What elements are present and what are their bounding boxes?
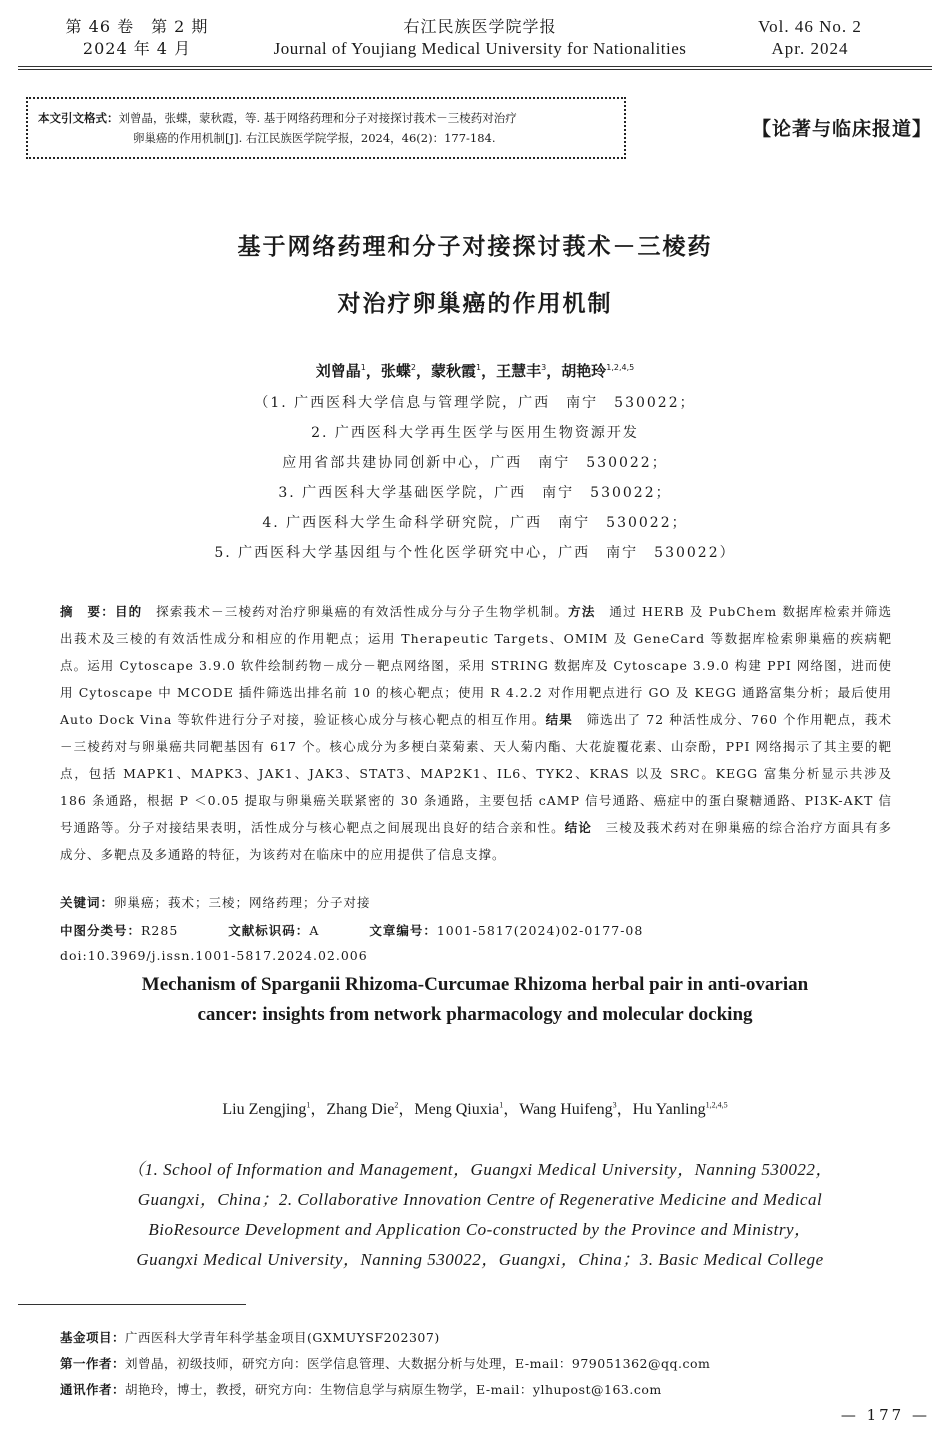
- title-cn-line-1: 基于网络药理和分子对接探讨莪术－三棱药: [237, 234, 713, 260]
- abstract-label: 摘 要：: [60, 604, 115, 619]
- keywords: [60, 893, 371, 911]
- clc-label: 中图分类号：: [60, 923, 142, 938]
- header-rule-bottom: [18, 69, 932, 70]
- affiliation-cn-line: 2. 广西医科大学再生医学与医用生物资源开发: [311, 425, 639, 441]
- affiliation-en-line: （1. School of Information and Management，Guangxi Medical University，Nanning 530022，: [127, 1160, 833, 1179]
- author-cn: 刘曾晶$^1$: [315, 362, 366, 380]
- abstract-result-label: 结果: [545, 712, 573, 727]
- citation-line-1: 刘曾晶，张蝶，蒙秋霞，等. 基于网络药理和分子对接探讨莪术－三棱药对治疗: [118, 111, 517, 125]
- title-cn-line-2: 对治疗卵巢癌的作用机制: [337, 291, 613, 317]
- abstract-conclusion-label: 结论: [564, 820, 593, 835]
- article-no-label: 文章编号：: [369, 923, 437, 938]
- abstract-result: 筛选出了 72 种活性成分、760 个作用靶点，莪术－三棱药对与卵巢癌共同靶基因有 617 个。核心成分为多梗白菜菊素、天人菊内酯、大花旋覆花素、山奈酚，PPI 网络揭示了其主要的靶点，包括 MAPK1、MAPK3、JAK1、JAK3、STAT3、MAP2K1、IL6、TYK2、KRAS 以及 SRC。KEGG 富集分析显示共涉及 186 条通路，根据 P ＜0.05 提取与卵巢癌关联紧密的 30 条通路，主要包括 cAMP 信号通路、癌症中的蛋白聚糖通路、PI3K-AKT 信号通路等。分子对接结果表明，活性成分与核心靶点之间展现出良好的结合亲和性。: [60, 712, 892, 835]
- affiliation-cn-line: 应用省部共建协同创新中心，广西 南宁 530022；: [282, 455, 668, 471]
- article-no-value: 1001-5817(2024)02-0177-08: [436, 923, 644, 938]
- abstract-method-label: 方法: [568, 604, 596, 619]
- affiliation-cn-line: 5. 广西医科大学基因组与个性化医学研究中心，广西 南宁 530022）: [214, 545, 736, 561]
- clc-value: R285: [141, 923, 179, 938]
- volume-issue-cn: 第 46 卷 第 2 期: [65, 17, 209, 36]
- first-author-label: 第一作者：: [60, 1356, 126, 1371]
- keywords-label: 关键词：: [60, 895, 115, 910]
- header-volume-en: [730, 16, 890, 60]
- footnote-first-author: [60, 1354, 710, 1372]
- author-en: Hu Yanling$^{1,2,4,5}$: [632, 1100, 728, 1118]
- date-cn: 2024 年 4 月: [82, 39, 192, 58]
- section-tag: 【论著与临床报道】: [751, 118, 932, 140]
- abstract-method: 通过 HERB 及 PubChem 数据库检索并筛选出莪术及三棱的有效活性成分和相应的作用靶点；运用 Therapeutic Targets、OMIM 及 GeneCard 等数据库检索卵巢癌的疾病靶点。运用 Cytoscape 3.9.0 软件绘制药物－成分－靶点网络图，采用 STRING 数据库及 Cytoscape 3.9.0 构建 PPI 网络图，进而使用 Cytoscape 中 MCODE 插件筛选出排名前 10 的核心靶点；使用 R 4.2.2 对作用靶点进行 GO 及 KEGG 通路富集分析；最后使用 Auto Dock Vina 等软件进行分子对接，验证核心成分与核心靶点的相互作用。: [60, 604, 892, 727]
- corresponding-author-text: 胡艳玲，博士，教授，研究方向：生物信息学与病原生物学，E-mail：ylhupost@163.com: [125, 1382, 662, 1397]
- header-rule-top: [18, 66, 932, 67]
- citation-text: [38, 108, 618, 148]
- classification: [60, 921, 643, 939]
- title-en-line-2: cancer: insights from network pharmacology and molecular docking: [197, 1004, 753, 1025]
- journal-name-cn: 右江民族医学院学报: [403, 17, 557, 36]
- page-number: — 177 —: [840, 1406, 930, 1424]
- affiliations-en: [80, 1155, 880, 1275]
- affiliation-cn-line: 3. 广西医科大学基础医学院，广西 南宁 530022；: [278, 485, 672, 501]
- author-cn: 蒙秋霞$^1$: [430, 362, 482, 380]
- doi: doi:10.3969/j.issn.1001-5817.2024.02.006: [60, 948, 368, 963]
- header-journal: [230, 16, 730, 60]
- corresponding-author-label: 通讯作者：: [60, 1382, 126, 1397]
- abstract-aim-label: 目的: [114, 604, 143, 619]
- author-cn: 张蝶$^2$: [380, 362, 416, 380]
- first-author-text: 刘曾晶，初级技师，研究方向：医学信息管理、大数据分析与处理，E-mail：979051362@qq.com: [125, 1356, 711, 1371]
- affiliation-cn-line: （1. 广西医科大学信息与管理学院，广西 南宁 530022；: [254, 395, 696, 411]
- fund-text: 广西医科大学青年科学基金项目(GXMUYSF202307): [125, 1330, 440, 1345]
- citation-line-2: 卵巢癌的作用机制[J]. 右江民族医学院学报，2024，46(2)：177-184.: [133, 131, 496, 145]
- author-cn: 王慧丰$^3$: [496, 362, 547, 380]
- abstract-conclusion: 三棱及莪术药对在卵巢癌的综合治疗方面具有多成分、多靶点及多通路的特征，为该药对在临床中的应用提供了信息支撑。: [60, 820, 892, 862]
- header-volume-cn: [62, 16, 212, 60]
- keywords-text: 卵巢癌；莪术；三棱；网络药理；分子对接: [114, 895, 371, 910]
- author-en: Meng Qiuxia$^1$: [414, 1100, 504, 1118]
- fund-label: 基金项目：: [60, 1330, 126, 1345]
- abstract-aim: 探索莪术－三棱药对治疗卵巢癌的有效活性成分与分子生物学机制。: [142, 604, 569, 619]
- affiliation-en-line: Guangxi，China；2. Collaborative Innovation Centre of Regenerative Medicine and Medical: [137, 1190, 823, 1209]
- authors-en: Liu Zengjing$^1$，Zhang Die$^2$，Meng Qiuxia$^1$，Wang Huifeng$^3$，Hu Yanling$^{1,2,4,5}$: [222, 1100, 728, 1118]
- authors-cn: 刘曾晶$^1$，张蝶$^2$，蒙秋霞$^1$，王慧丰$^3$，胡艳玲$^{1,2,4,5}$: [315, 362, 635, 380]
- author-en: Wang Huifeng$^3$: [519, 1100, 617, 1118]
- author-en: Liu Zengjing$^1$: [222, 1100, 311, 1118]
- affiliation-en-line: BioResource Development and Application Co-constructed by the Province and Ministry，: [148, 1220, 812, 1239]
- footnote-corresponding-author: [60, 1380, 662, 1398]
- affiliation-en-line: Guangxi Medical University，Nanning 530022，Guangxi，China；3. Basic Medical College: [136, 1250, 824, 1269]
- date-en: Apr. 2024: [771, 39, 849, 58]
- citation-label: 本文引文格式：: [38, 111, 119, 125]
- affiliation-cn-line: 4. 广西医科大学生命科学研究院，广西 南宁 530022；: [262, 515, 688, 531]
- abstract-cn: [60, 598, 892, 868]
- affiliations-cn: [0, 388, 950, 568]
- author-cn: 胡艳玲$^{1,2,4,5}$: [561, 362, 635, 380]
- author-en: Zhang Die$^2$: [326, 1100, 399, 1118]
- title-en: [0, 970, 950, 1030]
- footnote-fund: [60, 1328, 440, 1346]
- volume-issue-en: Vol. 46 No. 2: [758, 17, 862, 36]
- title-en-line-1: Mechanism of Sparganii Rhizoma-Curcumae Rhizoma herbal pair in anti-ovarian: [141, 974, 809, 995]
- doc-code-label: 文献标识码：: [228, 923, 310, 938]
- journal-name-en: Journal of Youjiang Medical University for Nationalities: [273, 39, 687, 58]
- doc-code-value: A: [309, 923, 320, 938]
- footnote-rule: [18, 1304, 246, 1305]
